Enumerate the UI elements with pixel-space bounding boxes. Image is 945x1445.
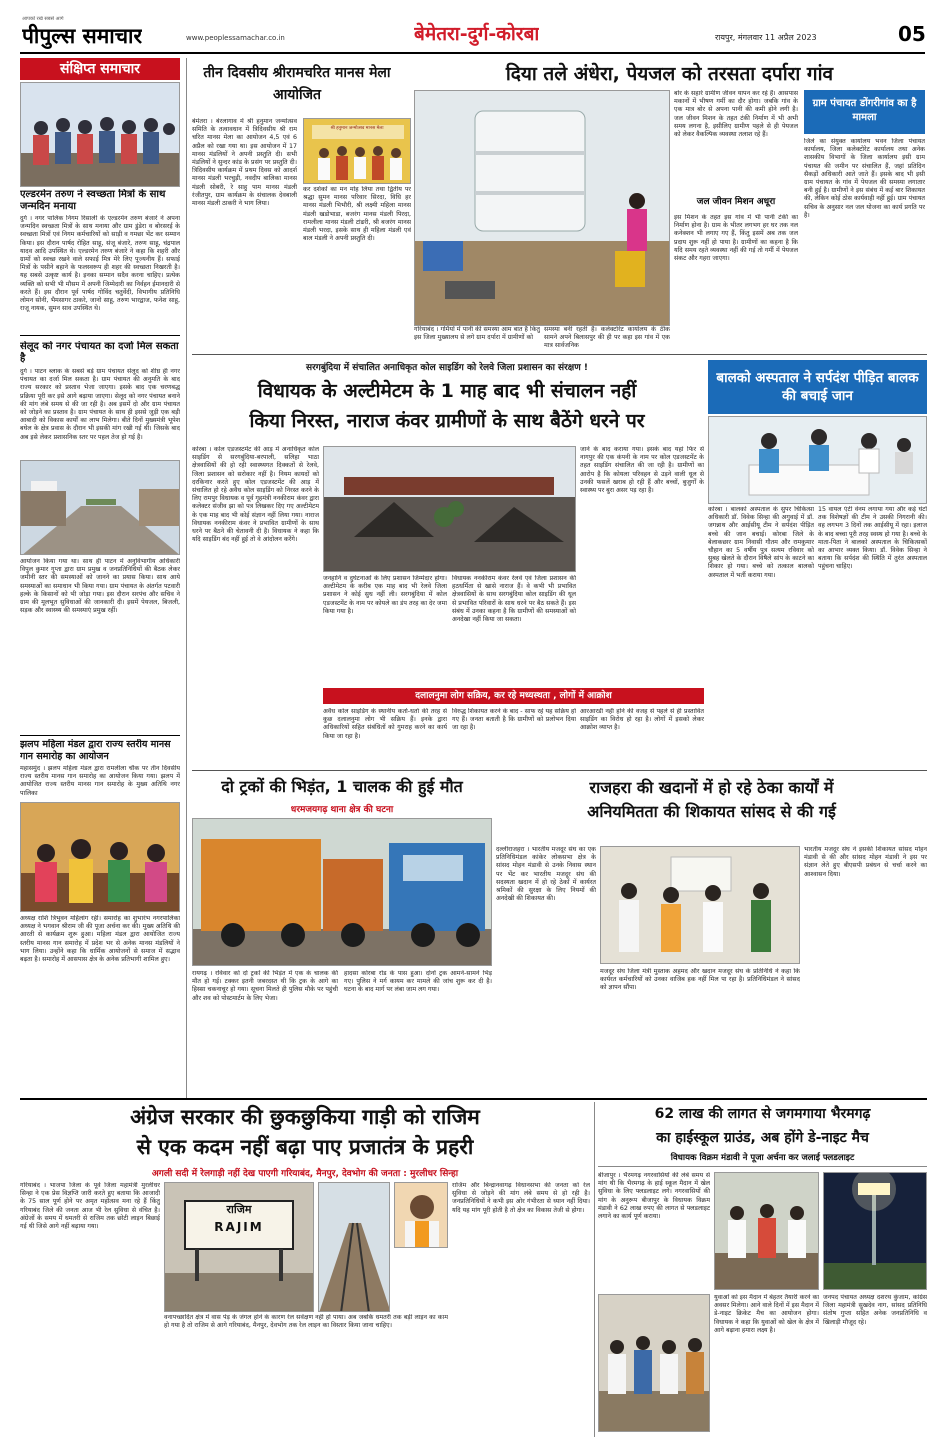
group-photo-icon xyxy=(21,83,180,187)
page-number: 05 xyxy=(898,22,926,46)
water-head: दिया तले अंधेरा, पेयजल को तरसता दर्पारा गांव xyxy=(505,63,834,85)
truck-body: रायगढ़ । रविवार को दो ट्रकों की भिड़ंत में एक के चालक की मौत हो गई। टक्कर इतनी जबरदस्त थी कि ट्रक के आगे का हिस्सा चकनाचूर हो गया। सूचना मिलते ही पुलिस मौके पर पहुंची और शव को पोस्टमार्टम के लिए भेजा। xyxy=(192,970,338,1002)
sports-head1: 62 लाख की लागत से जगमगाया भैरमगढ़ xyxy=(654,1106,871,1122)
water-body4: इस मिशन के तहत इस गांव में भी पानी टंकी का निर्माण होना है। ग्राम के भीतर लगभग हर घर तक नल कनेक्शन भी लगाए गए हैं, किंतु इसमें अब तक जल प्रदाय शुरू नहीं हो पाया है। ग्रामीणों का कहना है कि यदि समय रहते व्यवस्था नहीं की गई तो गर्मी में पेयजल संकट और गहरा जाएगा। xyxy=(674,214,798,263)
brief-s3-body2: अध्यक्ष राशि त्रिभुवन महिलांग रहीं। समारोह का शुभारंभ नगरपालिका अध्यक्ष ने भगवान श्रीराम जी की पूजा अर्चना कर की। मुख्य अतिथि की आरती से कार्यक्रम शुरू हुआ। महिला मंडल द्वारा आयोजित राज्य स्तरीय मानस गान समारोह में प्रदेश भर से अनेक मानस मंडलियों ने भाग लिया। उन्होंने कहा कि धार्मिक आयोजनों से समाज में सद्भाव बढ़ता है। समारोह में आसपास क्षेत्र के अनेक प्रतिभागी शामिल हुए। xyxy=(20,915,180,964)
coal-body4: अवैध कोल साइडिंग के स्थानीय कर्ता-धर्ता की तरह से कुछ दलालनुमा लोग भी सक्रिय हैं। इनके द्वारा अधिकारियों सहित संबंधितों को गुमराह करने का कार्य किया जा रहा है। xyxy=(323,708,447,740)
water-box-title: ग्राम पंचायत डोंगरीगांव का है मामला xyxy=(804,90,925,134)
truck-head: दो ट्रकों की भिड़ंत, 1 चालक की हुई मौत xyxy=(221,777,463,796)
rail-body2: वनापच्छादित क्षेत्र में वास पेड़ के जंगल होने के कारण रेल सर्वेक्षण नहीं हो पाया। अब जबकि धमतरी तक बड़ी लाइन का काम हो गया है तो राजिम से आगे गरियाबंद, मैनपुर, देवभोग तक रेल लाइन का विस्तार किया जाना चाहिए। xyxy=(164,1314,448,1330)
coal-body3: जाने के बाद कराया गया। इसके बाद यहां फिर से नागपुर की एक कंपनी के नाम पर कोल एडजस्टमेंट के तहत साइडिंग संचालित की जा रही है। ग्रामीणों का आरोप है कि कोयला परिवहन से उड़ने वाली धूल से उनकी फसलें खराब हो रही हैं और बच्चों, बुजुर्गों के स्वास्थ्य पर बुरा असर पड़ रहा है। xyxy=(580,446,704,495)
masthead xyxy=(0,0,945,58)
truck-accident-photo-icon xyxy=(193,819,492,966)
brief-photo-seloud xyxy=(20,460,180,555)
water-sub: जल जीवन मिशन अधूरा xyxy=(696,197,776,207)
ram-body: बेमेतरा । बेरलागाव में श्री हनुमान जन्मोत्सव समिति के तत्वावधान में त्रिदिवसीय श्री राम चरित मानस मेला का आयोजन 4,5 एवं 6 अप्रैल को रखा गया था। इस आयोजन में 17 मानस मंडलियों ने अपनी प्रस्तुति दी। सभी मंडलियों ने सुन्दर कांड के प्रसंग पर प्रस्तुति दी। त्रिदिवसीय कार्यक्रम में प्रथम दिवस को आदर्श मानस मंडली भरचुड़ी, नवदीप बालिका मानस मंडली सोबरी, रे साहु पाम मानस मंडली रंजीतपुर, ग्राम कार्यक्रम के संचालक देवबाली मानस मंडली ठाकरी ने भाग लिया। xyxy=(192,118,297,208)
truck-photo xyxy=(192,818,492,966)
section-rule xyxy=(192,354,927,355)
sports-body: बीजापुर । भैरमगढ़ नगरवासियों की लंबे समय से मांग थी कि भैरमगढ़ के हाई स्कूल मैदान में खेल सुविधा के लिए फ्लडलाइट लगे। नगरवासियों की मांग के अनुरूप बीजापुर के विधायक विक्रम मंडावी ने 62 लाख रुपए की लागत से फ्लडलाइट लगाने का कार्य पूर्ण कराया। xyxy=(598,1172,710,1221)
coal-yard-photo-icon xyxy=(324,447,576,572)
masthead-dateline: रायपुर, मंगलवार 11 अप्रैल 2023 xyxy=(715,33,817,42)
snake-photo xyxy=(708,416,927,504)
rail-sign-en: RAJIM xyxy=(214,1220,264,1234)
section-rule xyxy=(20,1098,927,1100)
water-photo-main xyxy=(414,90,670,326)
section-rule xyxy=(192,770,927,771)
sports-photo-2 xyxy=(823,1172,927,1290)
sports-sub: विधायक विक्रम मंडावी ने पूजा अर्चना कर जलाई फ्लडलाइट xyxy=(670,1153,855,1163)
rail-body3: राजिम और बिन्द्रानवागढ़ विधानसभा की जनता को रेल सुविधा से जोड़ने की मांग लंबे समय से हो रही है। जनप्रतिनिधियों ने कभी इस ओर गंभीरता से ध्यान नहीं दिया। यदि यह मांग पूरी होती है तो क्षेत्र का विकास तेजी से होगा। xyxy=(452,1182,590,1214)
sports-body2: युवाओं को इस मैदान में बेहतर तैयारी करने का अवसर मिलेगा। आने वाले दिनों में इस मैदान में डे-नाइट क्रिकेट मैच का आयोजन होगा। विधायक ने कहा कि युवाओं को खेल के क्षेत्र में आगे बढ़ाना हमारा लक्ष्य है। xyxy=(714,1294,819,1334)
coal-body6: आरआरडी नहीं होने की वजह से पहले से ही प्रस्तावित साइडिंग का विरोध हो रहा है। लोगों में इसको लेकर आक्रोश व्याप्त है। xyxy=(580,708,704,732)
snake-body2: 15 वायल एंटी वेनम लगाया गया और कई घंटों तक विशेषज्ञों की टीम ने उसकी निगरानी की। वह लगभग 3 दिनों तक आईसीयू में रहा। इलाज के बाद बच्चा पूरी तरह स्वस्थ हो गया है। बच्चे के माता-पिता ने बालको अस्पताल के चिकित्सकों का आभार व्यक्त किया। डॉ. विवेक सिन्हा ने बताया कि सर्पदंश की स्थिति में तुरंत अस्पताल पहुंचना चाहिए। xyxy=(818,506,927,571)
brief-photo-manas xyxy=(20,802,180,912)
coal-photo xyxy=(323,446,576,572)
rail-sign-hi: राजिम xyxy=(226,1203,252,1216)
coal-body2: विधायक ननकीराम कंवर रेलवे एवं जिला प्रशासन की हठधर्मिता से खासे नाराज हैं। वे कभी भी प्रभावित क्षेत्रवासियों के साथ सरगबुंदिया कोल साइडिंग की धूल से प्रभावित परिवारों के साथ धरने पर बैठ सकते हैं। इस संबंध में उनका कहना है कि ग्रामीणों की समस्याओं को अनदेखा नहीं किया जा सकता। xyxy=(452,575,576,624)
masthead-url[interactable]: www.peoplessamachar.co.in xyxy=(186,34,285,42)
divider xyxy=(20,735,180,736)
rail-sub: अगली सदी में रेलगाड़ी नहीं देख पाएगी गरियाबंद, मैनपुर, देवभोग की जनता : मुरलीधर सिन्हा xyxy=(151,1169,459,1179)
coal-kicker: सरगबुंदिया में संचालित अनाधिकृत कोल साइडिंग को रेलवे जिला प्रशासन का संरक्षण ! xyxy=(305,363,588,373)
water-body5: जिले का संयुक्त कार्यालय भवन जिला पंचायत कार्यालय, जिला कलेक्टोरेट कार्यालय तथा अनेक शासकीय विभागों के जिला कार्यालय इसी ग्राम पंचायत की जमीन पर संचालित हैं, जहां प्रतिदिन सैकड़ों अधिकारी आते जाते हैं। इसके बाद भी इसी ग्राम पंचायत के गांव में पेयजल की समस्या लगातार बनी हुई है। ग्रामीणों ने इस संबंध में कई बार शिकायत की, लेकिन कोई ठोस कार्यवाही नहीं हुई। ग्राम पंचायत सचिव के अनुसार नल जल योजना का कार्य प्रगति पर है। xyxy=(804,138,925,219)
brief-s2-body: दुर्ग । पाटन ब्लाक के सबसे बड़े ग्राम पंचायत सेलूद को शीघ्र ही नगर पंचायत का दर्जा मिल सकता है। ग्राम पंचायत की अनुमति के बाद राज्य सरकार को प्रस्ताव भेजा जाएगा। इसके बाद एक चरणबद्ध प्रक्रिया पूरी कर इसे आगे बढ़ाया जाएगा। सेलूद को नगर पंचायत बनाने की मांग लंबे समय से की जा रही है। अब इसमें दो और ग्राम पंचायत को जोड़ने का प्रस्ताव है। ग्राम पंचायत के साथ ही इससे जुड़ी एक बड़ी आबादी को विकास कार्यों का लाभ मिलेगा। बीते दिनों मुख्यमंत्री भूपेश बघेल के क्षेत्र प्रवास के दौरान भी इसकी मांग रखी गई थी। जिसके बाद अब इसे लेकर प्रशासनिक स्तर पर पहल तेज हो गई है। xyxy=(20,368,180,441)
brief-title: संक्षिप्त समाचार xyxy=(20,58,180,80)
snake-body: कोरबा । बालको अस्पताल के सुपर चिकित्सा अधिकारी डॉ. विवेक सिन्हा की अगुवाई में डॉ. जगन्नाथ और आईसीयू टीम ने सर्पदंश पीड़ित बच्चे की जान बचाई। कोरबा जिले के बेलाकछार ग्राम निवासी गौतम और रामकुमार चौहान का 5 वर्षीय पुत्र सत्यम रविवार को सुबह खेलते के दौरान विषैले सांप के काटने का शिकार हो गया। बच्चे को तत्काल बालको अस्पताल में भर्ती कराया गया। xyxy=(708,506,814,579)
rail-head2: से एक कदम नहीं बढ़ा पाए प्रजातंत्र के प्रहरी xyxy=(136,1135,474,1159)
mine-head2: अनियमितता की शिकायत सांसद से की गई xyxy=(587,802,836,821)
floodlight-photo-icon xyxy=(824,1173,927,1290)
rail-photo-portrait xyxy=(394,1182,448,1248)
brief-s2-head: सेलूद को नगर पंचायत का दर्जा मिल सकता है xyxy=(20,341,179,364)
brief-s2-body2: आयोजन किया गया था। साथ ही पाटन में अनुविभागीय अधिकारी विपुल कुमार गुप्ता द्वारा ग्राम प्रमुख व जनप्रतिनिधियों की बैठक लेकर जमीनी स्तर की समस्याओं को जानने का प्रयास किया। साथ आये समस्याओं का समाधान भी किया गया। ग्राम पंचायत के अंतर्गत पटवारी हल्के के किसानों को भी जोड़ा गया। इस दौरान सरपंच और सचिव ने ग्राम की मूलभूत सुविधाओं की जानकारी दी। इसमें पेयजल, बिजली, सड़क और स्वास्थ्य की समस्याएं प्रमुख रहीं। xyxy=(20,558,180,615)
water-tank-photo-icon xyxy=(415,91,670,326)
brief-s3-body: महासमुंद । झलप महिला मंडल द्वारा रामलीला चौक पर तीन दिवसीय राज्य स्तरीय मानस गान समारोह का आयोजन किया गया। झलप में आयोजित राज्य स्तरीय मानस गान समारोह के मुख्य अतिथि नगर पालिका xyxy=(20,765,180,797)
brief-s3-head: झलप महिला मंडल द्वारा राज्य स्तरीय मानस गान समारोह का आयोजन xyxy=(20,739,171,762)
water-body3: बोर के सहारे ग्रामीण जीवन यापन कर रहे हैं। आसपास मकानों में भीषण गर्मी का दौर होगा। जबकि गांव के एक मात्र बोर से अपना पानी की कमी होने लगी है। जल जीवन मिशन के तहत टंकी निर्माण में भी अभी समय लगना है, इसीलिए ग्रामीण पहले से ही पेयजल को लेकर वैकल्पिक व्यवस्था तलाश रहे हैं। xyxy=(674,90,798,139)
sports-photo-3 xyxy=(598,1294,710,1432)
coal-head1: विधायक के अल्टीमेटम के 1 माह बाद भी संचालन नहीं xyxy=(257,380,637,402)
masthead-rule xyxy=(20,52,925,54)
mine-body: दल्लीराजहरा । भारतीय मजदूर संघ का एक प्रतिनिधिमंडल कांकेर लोकसभा क्षेत्र के सांसद मोहन मंडावी से उनके निवास स्थान पर भेंट कर भारतीय मजदूर संघ की सदस्यता खदान में हो रहे ठेकों में कार्यरत श्रमिकों की सुरक्षा के लिए नियमों की अनदेखी की शिकायत की। xyxy=(496,846,596,903)
column-rule xyxy=(186,58,187,1098)
water-body1: गरियाबंद । गर्मियों में पानी की समस्या आम बात है किंतु इस जिला मुख्यालय से लगे ग्राम दर्पारा में ग्रामीणों को xyxy=(414,326,540,342)
sports-photo-1 xyxy=(714,1172,819,1290)
track-photo-icon xyxy=(319,1183,390,1312)
truck-body2: हादसा कोरबा रोड के पास हुआ। दोनों ट्रक आमने-सामने भिड़ गए। पुलिस ने मर्ग कायम कर मामले की जांच शुरू कर दी है। घटना के बाद मार्ग पर लंबा जाम लग गया। xyxy=(344,970,492,994)
truck-sub: धरमजयगढ़ थाना क्षेत्र की घटना xyxy=(290,805,394,815)
divider xyxy=(598,1166,927,1167)
divider xyxy=(20,335,180,336)
sports-head2: का हाईस्कूल ग्राउंड, अब होंगे डे-नाइट मैच xyxy=(656,1130,869,1146)
coal-body5: विरुद्ध शिकायत करने के बाद - साफ रहे यह सक्रिय हो गए हैं। जनता बताती है कि ग्रामीणों को प्रलोभन दिया जा रहा है। xyxy=(452,708,576,732)
sports-body3: जनपद पंचायत अध्यक्ष दशरथ कुंजाम, कांग्रेस जिला महामंत्री सुखदेव नाग, सांसद प्रतिनिधि संतोष गुप्ता सहित अनेक जनप्रतिनिधि व खिलाड़ी मौजूद रहे। xyxy=(823,1294,927,1326)
rail-photo-track xyxy=(318,1182,390,1312)
ram-photo-caption: श्री हनुमान जन्मोत्सव मानस मेला xyxy=(330,126,384,131)
crowd-photo-icon xyxy=(599,1295,710,1432)
mine-photo xyxy=(600,846,800,964)
ram-head: तीन दिवसीय श्रीरामचरित मानस मेला आयोजित xyxy=(203,65,391,103)
street-photo-icon xyxy=(21,461,180,555)
hospital-photo-icon xyxy=(709,417,927,504)
women-group-photo-icon xyxy=(21,803,180,912)
masthead-logo-tag: आपको रखे सबसे आगे xyxy=(22,16,64,22)
ram-body2: कर दर्शकों का मन मोह लिया तथा द्वितीय पर श्रद्धा सुमन मानस परिवार सिरदा, विधि हर मानस मंडली भिभौरी, श्री लक्ष्मी महिला मानस मंडली खडोभाडा, बजरंग मानस मंडली पिरदा, रामलीला मानस मंडली टांढरी, श्री बजरंग मानस मंडली भरदा, इसके साथ ही महिला मंडली एवं बाल मंडली ने अपनी प्रस्तुति दी। xyxy=(303,186,411,243)
brief-s1-head: एल्डरमेन तरुण ने स्वच्छता मित्रों के साथ जन्मदिन मनाया xyxy=(20,189,166,212)
masthead-region: बेमेतरा-दुर्ग-कोरबा xyxy=(414,23,540,45)
rail-head1: अंग्रेज सरकार की छुकछुकिया गाड़ी को राजिम xyxy=(130,1105,480,1129)
masthead-logo: पीपुल्स समाचार xyxy=(22,24,143,48)
mine-body2: मजदूर संघ जिला मंत्री मुस्ताक अहमद और खदान मजदूर संघ के प्रतिनिधि ने कहा कि कार्यरत कर्मचारियों को उनका वाजिब हक नहीं मिल पा रहा है। प्रतिनिधिमंडल ने सांसद को ज्ञापन सौंपा। xyxy=(600,968,800,992)
water-body2: समस्या बनी रहती है। कलेक्टोरेट कार्यालय के ठीक सामने अपने बिलासपुर की ही पर कहा इस गांव में एक मात्र सार्वजनिक xyxy=(544,326,670,350)
mine-body3: भारतीय मजदूर संघ ने इसकी शिकायत सांसद मोहन मंडावी से की और सांसद मोहन मंडावी ने इस पर संज्ञान लेते हुए बीएसपी प्रबंधन से चर्चा करने का आश्वासन दिया। xyxy=(804,846,927,878)
coal-head2: किया निरस्त, नाराज कंवर ग्रामीणों के साथ बैठेंगे धरने पर xyxy=(249,410,645,432)
coal-sub: दलालनुमा लोग सक्रिय, कर रहे मध्यस्थता , लोगों में आक्रोश xyxy=(323,688,704,704)
column-rule xyxy=(594,1102,595,1437)
rail-body: गरियाबंद । भाजपा जिला के पूर्व जिला महामंत्री मुरलीधर सिन्हा ने एक प्रेस विज्ञप्ति जारी करते हुए बताया कि आजादी के 75 साल पूर्ण होने पर अमृत महोत्सव मना रहे हैं किंतु गरियाबंद जिले की जनता आज भी रेल सुविधा से वंचित है। अंग्रेजों के समय में धमतरी से राजिम तक छोटी लाइन बिछाई गई थी जिसे आगे नहीं बढ़ाया गया। xyxy=(20,1182,160,1231)
brief-photo-group xyxy=(20,82,180,187)
brief-s1-body: दुर्ग । नगर पालिक निगम रिसाली के एल्डरमेन तरुण बंजारे ने अपना जन्मदिन स्वच्छता मित्रों के साथ मनाया और ग्राम डुंडेरा व बोरसरई के स्वच्छता मित्रों एवं निगम कर्मचारियों को साड़ी व गमछा भेंट कर सम्मान किया। इस दौरान पार्षद रोहित साहू, संजू बंजारे, तरुण साहू, चंद्रपाल यादव आदि उपस्थित थे। एल्डरमेन तरुण बंजारे ने कहा कि शहरी और ग्रामों को स्वच्छ रखने वाले सफाई मित्र मेरे लिए पूज्यनीय हैं। सफाई मित्रों के पसीने बहाने के फलस्वरूप ही शहर की स्वच्छता निखरती है। यह सबसे उत्कृष्ट कार्य है। इनका सम्मान सदैव करना चाहिए। प्रत्येक व्यक्ति को सभी भी मौसम में अपनी जिम्मेदारी का निर्वहन ईमानदारी से करते हैं। इस दौरान पूर्व पार्षद गोविंद चतुर्वेदी, विभागीय प्रतिनिधि लोमन सोनी, भैमसागर ठाकरे, जानो साहू, तरुण भारद्वाज, फनेश साहू, राजू नायक, सुमन साव उपस्थित थे। xyxy=(20,215,180,313)
coal-body1: कोरबा । कोल एडजस्टमेंट की आड़ में अनाधिकृत कोल साइडिंग से सरगबुंदिया-बरपाली, सलिहा भाठा क्षेत्रवासियों की हो रही स्वास्थ्यगत दिक्कतों से रेलवे, जिला प्रशासन को सरोकार नहीं है। नियम कायदों को दरकिनार करते हुए कोल एडजस्टमेंट की आड़ में संचालित हो रहे अवैध कोल साइडिंग को निरस्त करने के लिए रामपुर विधायक व पूर्व गृहमंत्री ननकीराम कंवर द्वारा कलेक्टर संजीव झा को पत्र लिखकर दिए गए अल्टीमेटम के एक माह बाद भी कोई संज्ञान नहीं लिया गया। नाराज विधायक ननकीराम कंवर ने प्रभावित ग्रामीणों के साथ धरने पर बैठने की चेतावनी दी है। विधायक ने कहा कि यदि साइडिंग बंद नहीं हुई तो वे आंदोलन करेंगे। xyxy=(192,446,319,544)
delegation-photo-icon xyxy=(601,847,800,964)
ceremony-photo-icon xyxy=(715,1173,819,1290)
mine-head1: राजहरा की खदानों में हो रहे ठेका कार्यों में xyxy=(589,778,834,797)
snake-head: बालको अस्पताल ने सर्पदंश पीड़ित बालक की बचाई जान xyxy=(708,360,927,414)
coal-caption: जनहानि व दुर्घटनाओं के लिए प्रशासन जिम्मेदार होगा। अल्टीमेटम के करीब एक माह बाद भी रेलवे जिला प्रशासन ने कोई सुध नहीं ली। सरगबुंदिया में कोल एडजस्टमेंट के नाम पर कोयले का डंप तरह का देर जमा किया गया है। xyxy=(323,575,447,615)
portrait-photo-icon xyxy=(395,1183,448,1248)
